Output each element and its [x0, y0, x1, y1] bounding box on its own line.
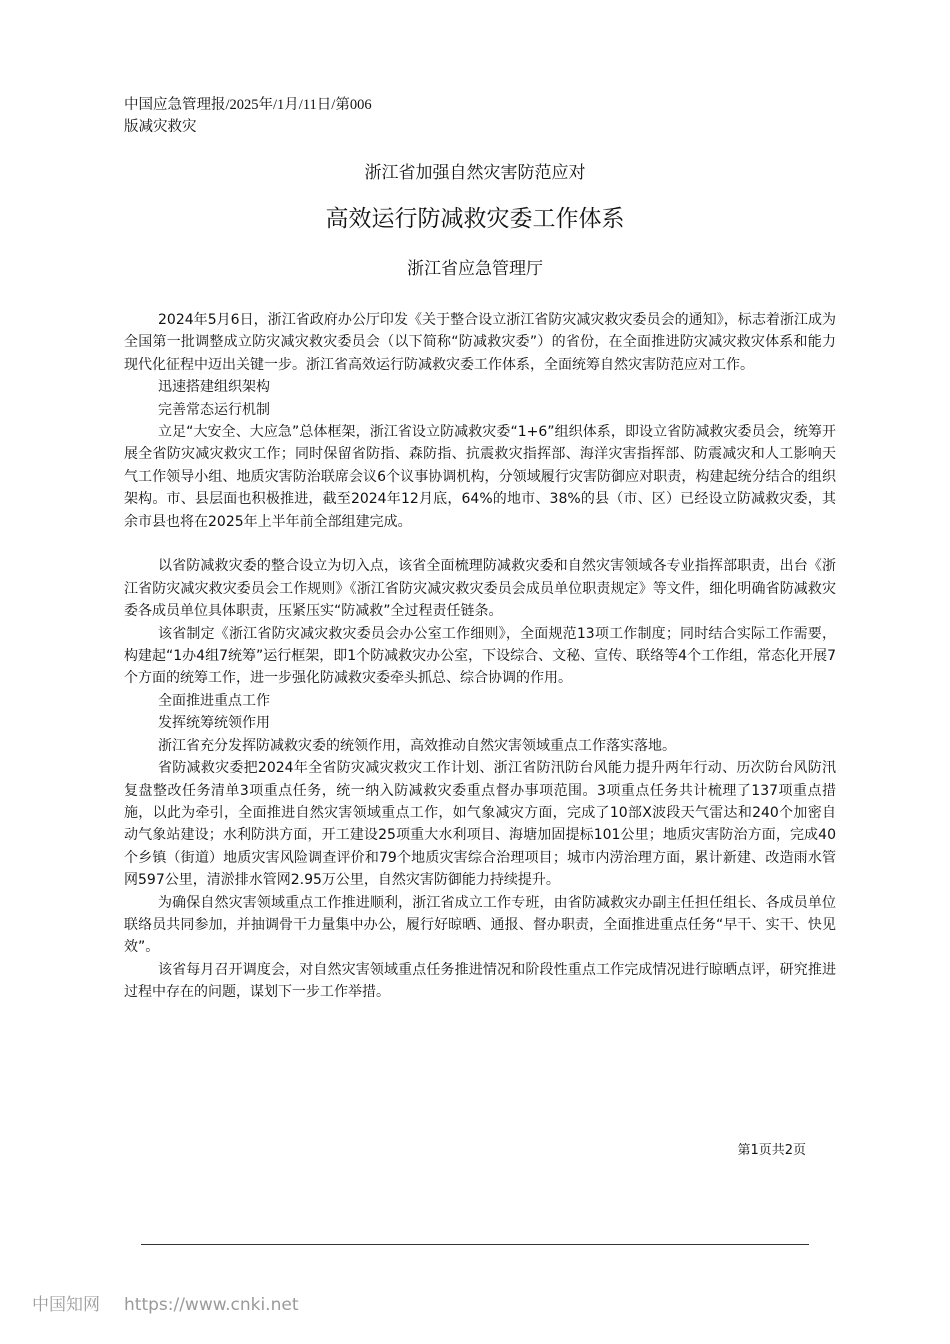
- paragraph: 2024年5月6日，浙江省政府办公厅印发《关于整合设立浙江省防灾减灾救灾委员会的通知》，标志着浙江成为全国第一批调整成立防灾减灾救灾委员会（以下简称“防减救灾委”）的省份，在全面推进防灾减灾救灾体系和能力现代化征程中迈出关键一步。浙江省高效运行防减救灾委工作体系，全面统筹自然灾害防范应对工作。: [124, 312, 836, 373]
- paragraph: 该省每月召开调度会，对自然灾害领域重点任务推进情况和阶段性重点工作完成情况进行晾晒点评，研究推进过程中存在的问题，谋划下一步工作举措。: [124, 961, 836, 1001]
- article-body: [124, 309, 836, 1004]
- article-title: 高效运行防减救灾委工作体系: [325, 206, 625, 232]
- section-heading: 全面推进重点工作: [158, 692, 270, 709]
- paragraph: 立足“大安全、大应急”总体框架，浙江省设立防减救灾委“1+6”组织体系，即设立省防减救灾委员会，统筹开展全省防灾减灾救灾工作；同时保留省防指、森防指、抗震救灾指挥部、海洋灾害指挥部、防震减灾和人工影响天气工作领导小组、地质灾害防治联席会议6个议事协调机构，分领域履行灾害防御应对职责，构建起统分结合的组织架构。市、县层面也积极推进，截至2024年12月底，64%的地市、38%的县（市、区）已经设立防减救灾委，其余市县也将在2025年上半年前全部组建完成。: [124, 424, 836, 530]
- section-heading: 完善常态运行机制: [158, 401, 270, 418]
- section-heading: 发挥统筹统领作用: [158, 715, 270, 732]
- footer-divider: [141, 1244, 809, 1245]
- watermark-brand: 中国知网: [32, 1295, 100, 1315]
- source-line-2: 版减灾救灾: [124, 119, 197, 135]
- section-heading: 迅速搭建组织架构: [158, 379, 270, 396]
- article-subtitle: 浙江省加强自然灾害防范应对: [364, 163, 586, 183]
- watermark-url: https://www.cnki.net: [124, 1295, 299, 1315]
- article-author: 浙江省应急管理厅: [407, 259, 543, 279]
- paragraph: 省防减救灾委把2024年全省防灾减灾救灾工作计划、浙江省防汛防台风能力提升两年行动、历次防台风防汛复盘整改任务清单3项重点任务，统一纳入防减救灾委重点督办事项范围。3项重点任务共计梳理了137项重点措施，以此为牵引，全面推进自然灾害领域重点工作，如气象减灾方面，完成了10部X波段天气雷达和240个加密自动气象站建设；水利防洪方面，开工建设25项重大水利项目、海塘加固提标101公里；地质灾害防治方面，完成40个乡镇（街道）地质灾害风险调查评价和79个地质灾害综合治理项目；城市内涝治理方面，累计新建、改造雨水管网597公里，清淤排水管网2.95万公里，自然灾害防御能力持续提升。: [124, 760, 836, 889]
- paragraph: 浙江省充分发挥防减救灾委的统领作用，高效推动自然灾害领域重点工作落实落地。: [158, 737, 676, 754]
- source-info: [124, 94, 454, 138]
- paragraph: 以省防减救灾委的整合设立为切入点，该省全面梳理防减救灾委和自然灾害领域各专业指挥部职责，出台《浙江省防灾减灾救灾委员会工作规则》《浙江省防灾减灾救灾委员会成员单位职责规定》等文件，细化明确省防减救灾委各成员单位具体职责，压紧压实“防减救”全过程责任链条。: [124, 558, 836, 620]
- source-line-1: 中国应急管理报/2025年/1月/11日/第006: [124, 97, 372, 113]
- paragraph: 该省制定《浙江省防灾减灾救灾委员会办公室工作细则》，全面规范13项工作制度；同时结合实际工作需要，构建起“1办4组7统筹”运行框架，即1个防减救灾办公室，下设综合、文秘、宣传、联络等4个工作组，常态化开展7个方面的统筹工作，进一步强化防减救灾委牵头抓总、综合协调的作用。: [124, 625, 836, 687]
- paragraph: 为确保自然灾害领域重点工作推进顺利，浙江省成立工作专班，由省防减救灾办副主任担任组长、各成员单位联络员共同参加，并抽调骨干力量集中办公，履行好晾晒、通报、督办职责，全面推进重点任务“早干、实干、快见效”。: [124, 894, 836, 956]
- page-number: 第1页共2页: [737, 1143, 806, 1158]
- cnki-watermark: [32, 1293, 298, 1317]
